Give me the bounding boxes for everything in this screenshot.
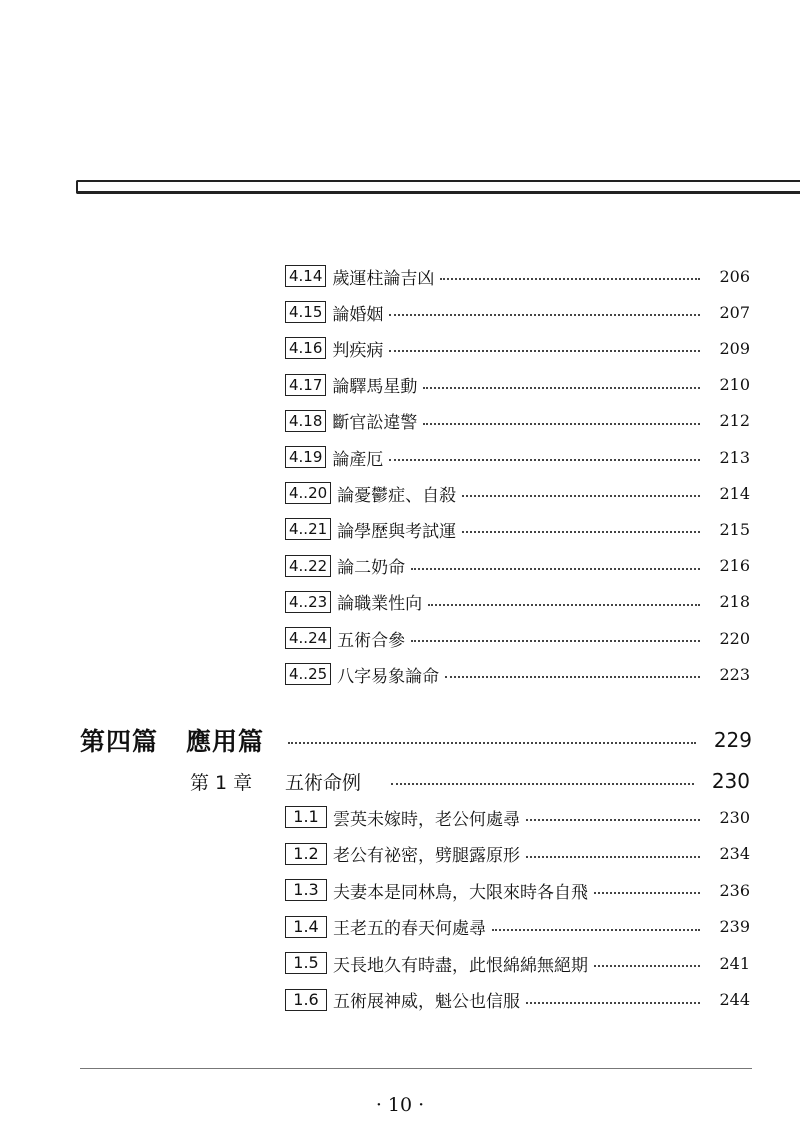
section-page: 236 [719,880,750,900]
leader-dots [288,742,696,744]
section-page: 206 [719,266,750,286]
section-title: 八字易象論命 [337,666,440,687]
section-number: 4..20 [285,482,331,504]
toc-entry[interactable] [285,300,750,324]
section-number: 4..21 [285,518,331,540]
toc-entry[interactable] [285,590,750,614]
section-number: 1.6 [285,989,327,1011]
section-title: 斷官訟違警 [332,413,418,434]
leader-dots [462,531,700,533]
toc-entry[interactable] [285,915,750,939]
section-number: 4.16 [285,337,326,359]
section-title: 天長地久有時盡，此恨綿綿無絕期 [333,955,588,976]
leader-dots [594,892,700,894]
toc-entry[interactable] [285,445,750,469]
leader-dots [411,568,700,570]
section-number: 4..23 [285,591,331,613]
page-number: · 10 · [375,1094,425,1116]
leader-dots [526,856,700,858]
chapter-heading[interactable] [190,767,750,795]
part-label: 第四篇 [80,727,159,756]
leader-dots [423,387,700,389]
leader-dots [389,459,700,461]
chapter-page: 230 [711,769,750,793]
toc-entry[interactable] [285,662,750,686]
section-number: 4..24 [285,627,331,649]
section-page: 210 [719,375,750,395]
leader-dots [462,495,700,497]
section-title: 論職業性向 [337,594,423,615]
leader-dots [428,604,700,606]
section-page: 223 [719,664,750,684]
section-number: 1.3 [285,879,327,901]
section-number: 4.14 [285,265,326,287]
section-title: 老公有祕密，劈腿露原形 [333,846,520,866]
toc-entry[interactable] [285,554,750,578]
toc-entry[interactable] [285,481,750,505]
section-title: 論產厄 [332,449,384,470]
toc-entry[interactable] [285,805,750,829]
section-page: 244 [719,990,750,1009]
leader-dots [389,350,700,352]
part-name: 應用篇 [186,727,265,756]
toc-entry[interactable] [285,517,750,541]
section-page: 207 [719,302,750,322]
toc-entry[interactable] [285,878,750,902]
part-page: 229 [713,728,752,752]
toc-entry[interactable] [285,626,750,650]
section-page: 215 [719,519,750,539]
section-title: 王老五的春天何處尋 [333,919,486,939]
section-page: 220 [719,628,750,648]
section-number: 1.2 [285,843,327,865]
section-number: 4..25 [285,663,331,685]
section-title: 雲英未嫁時，老公何處尋 [333,809,520,830]
section-page: 239 [719,917,750,936]
toc-entry[interactable] [285,264,750,288]
section-page: 218 [719,592,750,612]
section-title: 論婚姻 [332,304,384,325]
header-rule [76,180,800,194]
section-number: 4..22 [285,555,331,577]
leader-dots [526,1002,700,1004]
part-heading[interactable] [80,724,752,756]
section-title: 歲運柱論吉凶 [332,268,435,289]
toc-entry[interactable] [285,409,750,433]
toc-entry[interactable] [285,988,750,1012]
toc-entry[interactable] [285,336,750,360]
chapter-name: 五術命例 [285,771,362,794]
section-number: 4.19 [285,446,326,468]
section-title: 論學歷與考試運 [337,521,457,542]
leader-dots [411,640,700,642]
section-number: 1.4 [285,916,327,938]
toc-entry[interactable] [285,951,750,975]
section-title: 夫妻本是同林鳥，大限來時各自飛 [333,882,588,903]
leader-dots [440,278,700,280]
section-page: 214 [719,483,750,503]
section-number: 4.17 [285,374,326,396]
chapter-label: 第 1 章 [190,771,253,794]
section-page: 213 [719,447,750,467]
section-page: 216 [719,556,750,576]
leader-dots [594,965,700,967]
section-title: 論二奶命 [337,558,406,579]
leader-dots [389,314,700,316]
section-page: 212 [719,411,750,431]
section-title: 判疾病 [332,340,384,361]
toc-entry[interactable] [285,842,750,866]
section-page: 230 [719,807,750,827]
section-title: 論憂鬱症、自殺 [337,485,457,506]
section-number: 4.18 [285,410,326,432]
section-number: 4.15 [285,301,326,323]
section-page: 209 [719,338,750,358]
leader-dots [423,423,700,425]
section-page: 234 [719,844,750,863]
section-number: 1.5 [285,952,327,974]
leader-dots [445,676,700,678]
section-title: 五術合參 [337,630,406,651]
section-page: 241 [719,953,750,973]
section-title: 五術展神威，魁公也信服 [333,992,520,1012]
section-title: 論驛馬星動 [332,377,418,398]
leader-dots [391,783,694,785]
section-number: 1.1 [285,806,327,828]
footer-rule [80,1068,752,1069]
leader-dots [526,819,700,821]
leader-dots [492,929,700,931]
toc-entry[interactable] [285,373,750,397]
